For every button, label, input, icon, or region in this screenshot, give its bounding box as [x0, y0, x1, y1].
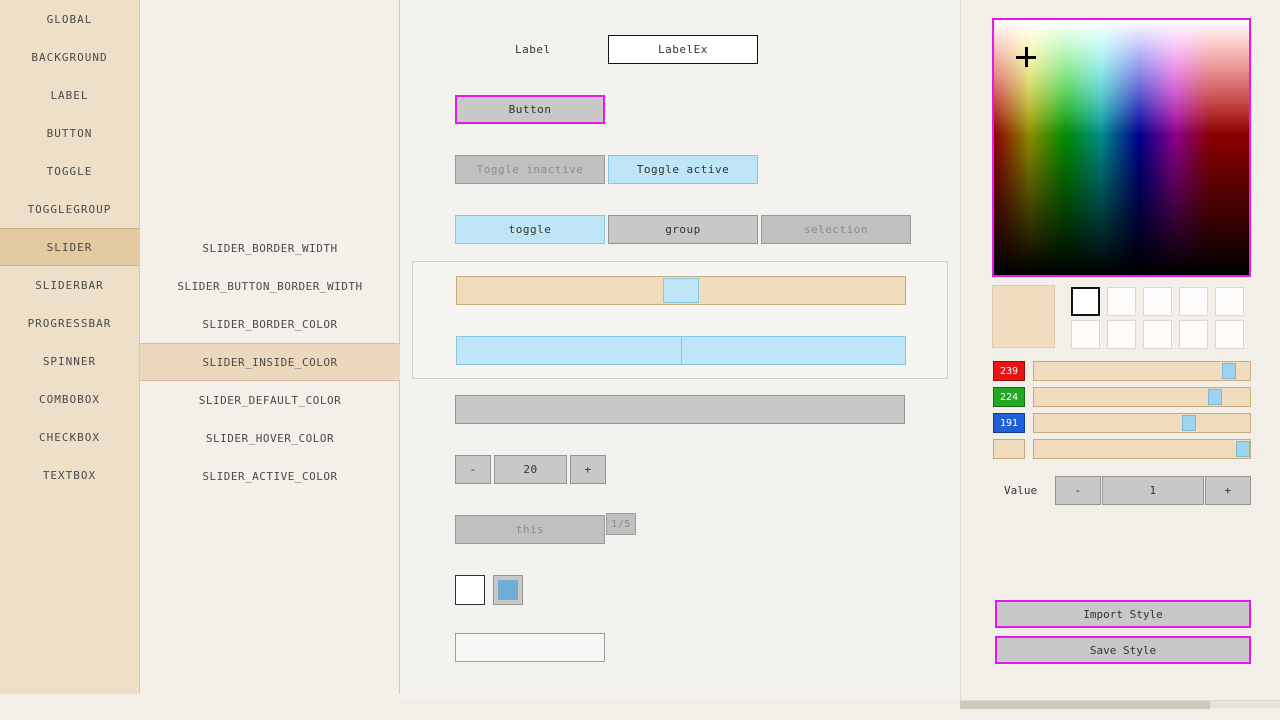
value-increment-button[interactable]	[1205, 476, 1251, 505]
channel-knob-alpha[interactable]	[1236, 441, 1250, 457]
property-label: SLIDER_DEFAULT_COLOR	[198, 393, 342, 407]
property-label: SLIDER_HOVER_COLOR	[205, 431, 335, 445]
property-item-slider-border-width[interactable]	[140, 229, 400, 267]
checkbox-unchecked[interactable]	[455, 575, 485, 605]
palette-swatch-7[interactable]	[1107, 320, 1136, 349]
sliderbar-divider	[681, 337, 682, 364]
channel-track-red[interactable]	[1033, 361, 1251, 381]
category-item-spinner[interactable]	[0, 342, 139, 380]
import-style-button[interactable]	[995, 600, 1251, 628]
channel-badge-red	[993, 361, 1025, 381]
category-label: BUTTON	[46, 126, 93, 140]
palette-swatch-3[interactable]	[1143, 287, 1172, 316]
category-label: TEXTBOX	[42, 468, 97, 482]
category-item-label[interactable]	[0, 76, 139, 114]
value-field[interactable]	[1102, 476, 1204, 505]
property-item-slider-default-color[interactable]	[140, 381, 400, 419]
value-plus-label: +	[1224, 484, 1232, 497]
label-caption: Label	[515, 43, 551, 56]
label-value-box	[608, 35, 758, 64]
category-sidebar[interactable]	[0, 0, 140, 694]
category-label: LABEL	[50, 88, 89, 102]
channel-knob-green[interactable]	[1208, 389, 1222, 405]
progressbar	[455, 395, 905, 424]
category-label: TOGGLE	[46, 164, 93, 178]
value-number-label: 1	[1149, 484, 1157, 497]
sliderbar-track[interactable]	[456, 336, 906, 365]
togglegroup-label: selection	[803, 223, 869, 236]
value-decrement-button[interactable]	[1055, 476, 1101, 505]
category-label: GLOBAL	[46, 12, 93, 26]
property-item-slider-hover-color[interactable]	[140, 419, 400, 457]
current-color-swatch	[992, 285, 1055, 348]
category-label: SLIDER	[46, 240, 93, 254]
channel-value-green: 224	[999, 391, 1019, 403]
palette-swatch-5[interactable]	[1215, 287, 1244, 316]
slider-track[interactable]	[456, 276, 906, 305]
category-item-textbox[interactable]	[0, 456, 139, 494]
property-sidebar[interactable]	[140, 0, 400, 694]
category-item-sliderbar[interactable]	[0, 266, 139, 304]
property-label: SLIDER_INSIDE_COLOR	[202, 355, 338, 369]
palette-swatch-9[interactable]	[1179, 320, 1208, 349]
property-label: SLIDER_BORDER_WIDTH	[202, 241, 338, 255]
import-style-label: Import Style	[1083, 607, 1163, 621]
toggle-active-label: Toggle active	[636, 163, 730, 176]
channel-track-green[interactable]	[1033, 387, 1251, 407]
channel-knob-red[interactable]	[1222, 363, 1236, 379]
textbox[interactable]	[455, 633, 605, 662]
channel-track-alpha[interactable]	[1033, 439, 1251, 459]
spinner-value[interactable]	[494, 455, 567, 484]
property-label: SLIDER_BUTTON_BORDER_WIDTH	[177, 279, 363, 293]
color-field[interactable]	[992, 18, 1251, 277]
channel-row-alpha[interactable]	[993, 439, 1251, 459]
spinner-minus-label: -	[469, 463, 477, 476]
channel-knob-blue[interactable]	[1182, 415, 1196, 431]
category-item-background[interactable]	[0, 38, 139, 76]
property-label: SLIDER_ACTIVE_COLOR	[202, 469, 338, 483]
channel-value-blue: 191	[999, 417, 1019, 429]
channel-row-red[interactable]	[993, 361, 1251, 381]
property-item-slider-active-color[interactable]	[140, 457, 400, 495]
property-item-slider-button-border-width[interactable]	[140, 267, 400, 305]
preview-button[interactable]	[455, 95, 605, 124]
combobox-text: this	[515, 523, 545, 536]
spinner-value-label: 20	[523, 463, 538, 476]
channel-badge-green	[993, 387, 1025, 407]
channel-row-green[interactable]	[993, 387, 1251, 407]
togglegroup-item-group[interactable]	[608, 215, 758, 244]
togglegroup-label: group	[665, 223, 701, 236]
channel-badge-blue	[993, 413, 1025, 433]
palette-swatch-1[interactable]	[1071, 287, 1100, 316]
preview-button-label: Button	[508, 103, 552, 116]
togglegroup-item-selection[interactable]	[761, 215, 911, 244]
combobox[interactable]	[455, 515, 605, 544]
horizontal-scrollbar[interactable]	[960, 700, 1280, 708]
combobox-count-label: 1/5	[611, 518, 631, 530]
channel-row-blue[interactable]	[993, 413, 1251, 433]
preview-panel	[400, 0, 960, 700]
category-item-global[interactable]	[0, 0, 139, 38]
checkbox-checked[interactable]	[493, 575, 523, 605]
slider-preview-group	[412, 261, 948, 379]
spinner-decrement-button[interactable]	[455, 455, 491, 484]
palette-swatch-8[interactable]	[1143, 320, 1172, 349]
toggle-active[interactable]	[608, 155, 758, 184]
channel-badge-alpha	[993, 439, 1025, 459]
property-list	[140, 229, 400, 495]
palette-swatch-6[interactable]	[1071, 320, 1100, 349]
spinner-increment-button[interactable]	[570, 455, 606, 484]
palette-swatch-2[interactable]	[1107, 287, 1136, 316]
property-label: SLIDER_BORDER_COLOR	[202, 317, 338, 331]
save-style-button[interactable]	[995, 636, 1251, 664]
channel-track-blue[interactable]	[1033, 413, 1251, 433]
color-panel	[960, 0, 1280, 700]
spinner-plus-label: +	[584, 463, 592, 476]
category-item-combobox[interactable]	[0, 380, 139, 418]
checkbox-check-mark	[498, 580, 518, 600]
toggle-inactive[interactable]	[455, 155, 605, 184]
color-gradient	[994, 20, 1249, 275]
category-item-progressbar[interactable]	[0, 304, 139, 342]
slider-handle[interactable]	[663, 278, 699, 303]
category-item-checkbox[interactable]	[0, 418, 139, 456]
category-label: PROGRESSBAR	[27, 316, 112, 330]
palette-swatch-10[interactable]	[1215, 320, 1244, 349]
category-label: TOGGLEGROUP	[27, 202, 112, 216]
category-item-toggle[interactable]	[0, 152, 139, 190]
property-item-slider-border-color[interactable]	[140, 305, 400, 343]
category-label: BACKGROUND	[31, 50, 108, 64]
category-item-slider[interactable]	[0, 228, 139, 266]
channel-value-red: 239	[999, 365, 1019, 377]
property-item-slider-inside-color[interactable]	[140, 343, 400, 381]
combobox-count	[606, 513, 636, 535]
toggle-inactive-label: Toggle inactive	[476, 163, 584, 176]
scrollbar-thumb[interactable]	[960, 701, 1210, 709]
category-label: CHECKBOX	[39, 430, 100, 444]
togglegroup-label: toggle	[508, 223, 552, 236]
value-caption: Value	[1004, 484, 1038, 497]
value-minus-label: -	[1074, 484, 1082, 497]
togglegroup-item-toggle[interactable]	[455, 215, 605, 244]
category-label: COMBOBOX	[39, 392, 100, 406]
save-style-label: Save Style	[1089, 643, 1157, 657]
label-value-text: LabelEx	[658, 43, 708, 56]
palette-swatch-4[interactable]	[1179, 287, 1208, 316]
category-item-togglegroup[interactable]	[0, 190, 139, 228]
category-item-button[interactable]	[0, 114, 139, 152]
category-label: SPINNER	[42, 354, 97, 368]
category-label: SLIDERBAR	[35, 278, 104, 292]
